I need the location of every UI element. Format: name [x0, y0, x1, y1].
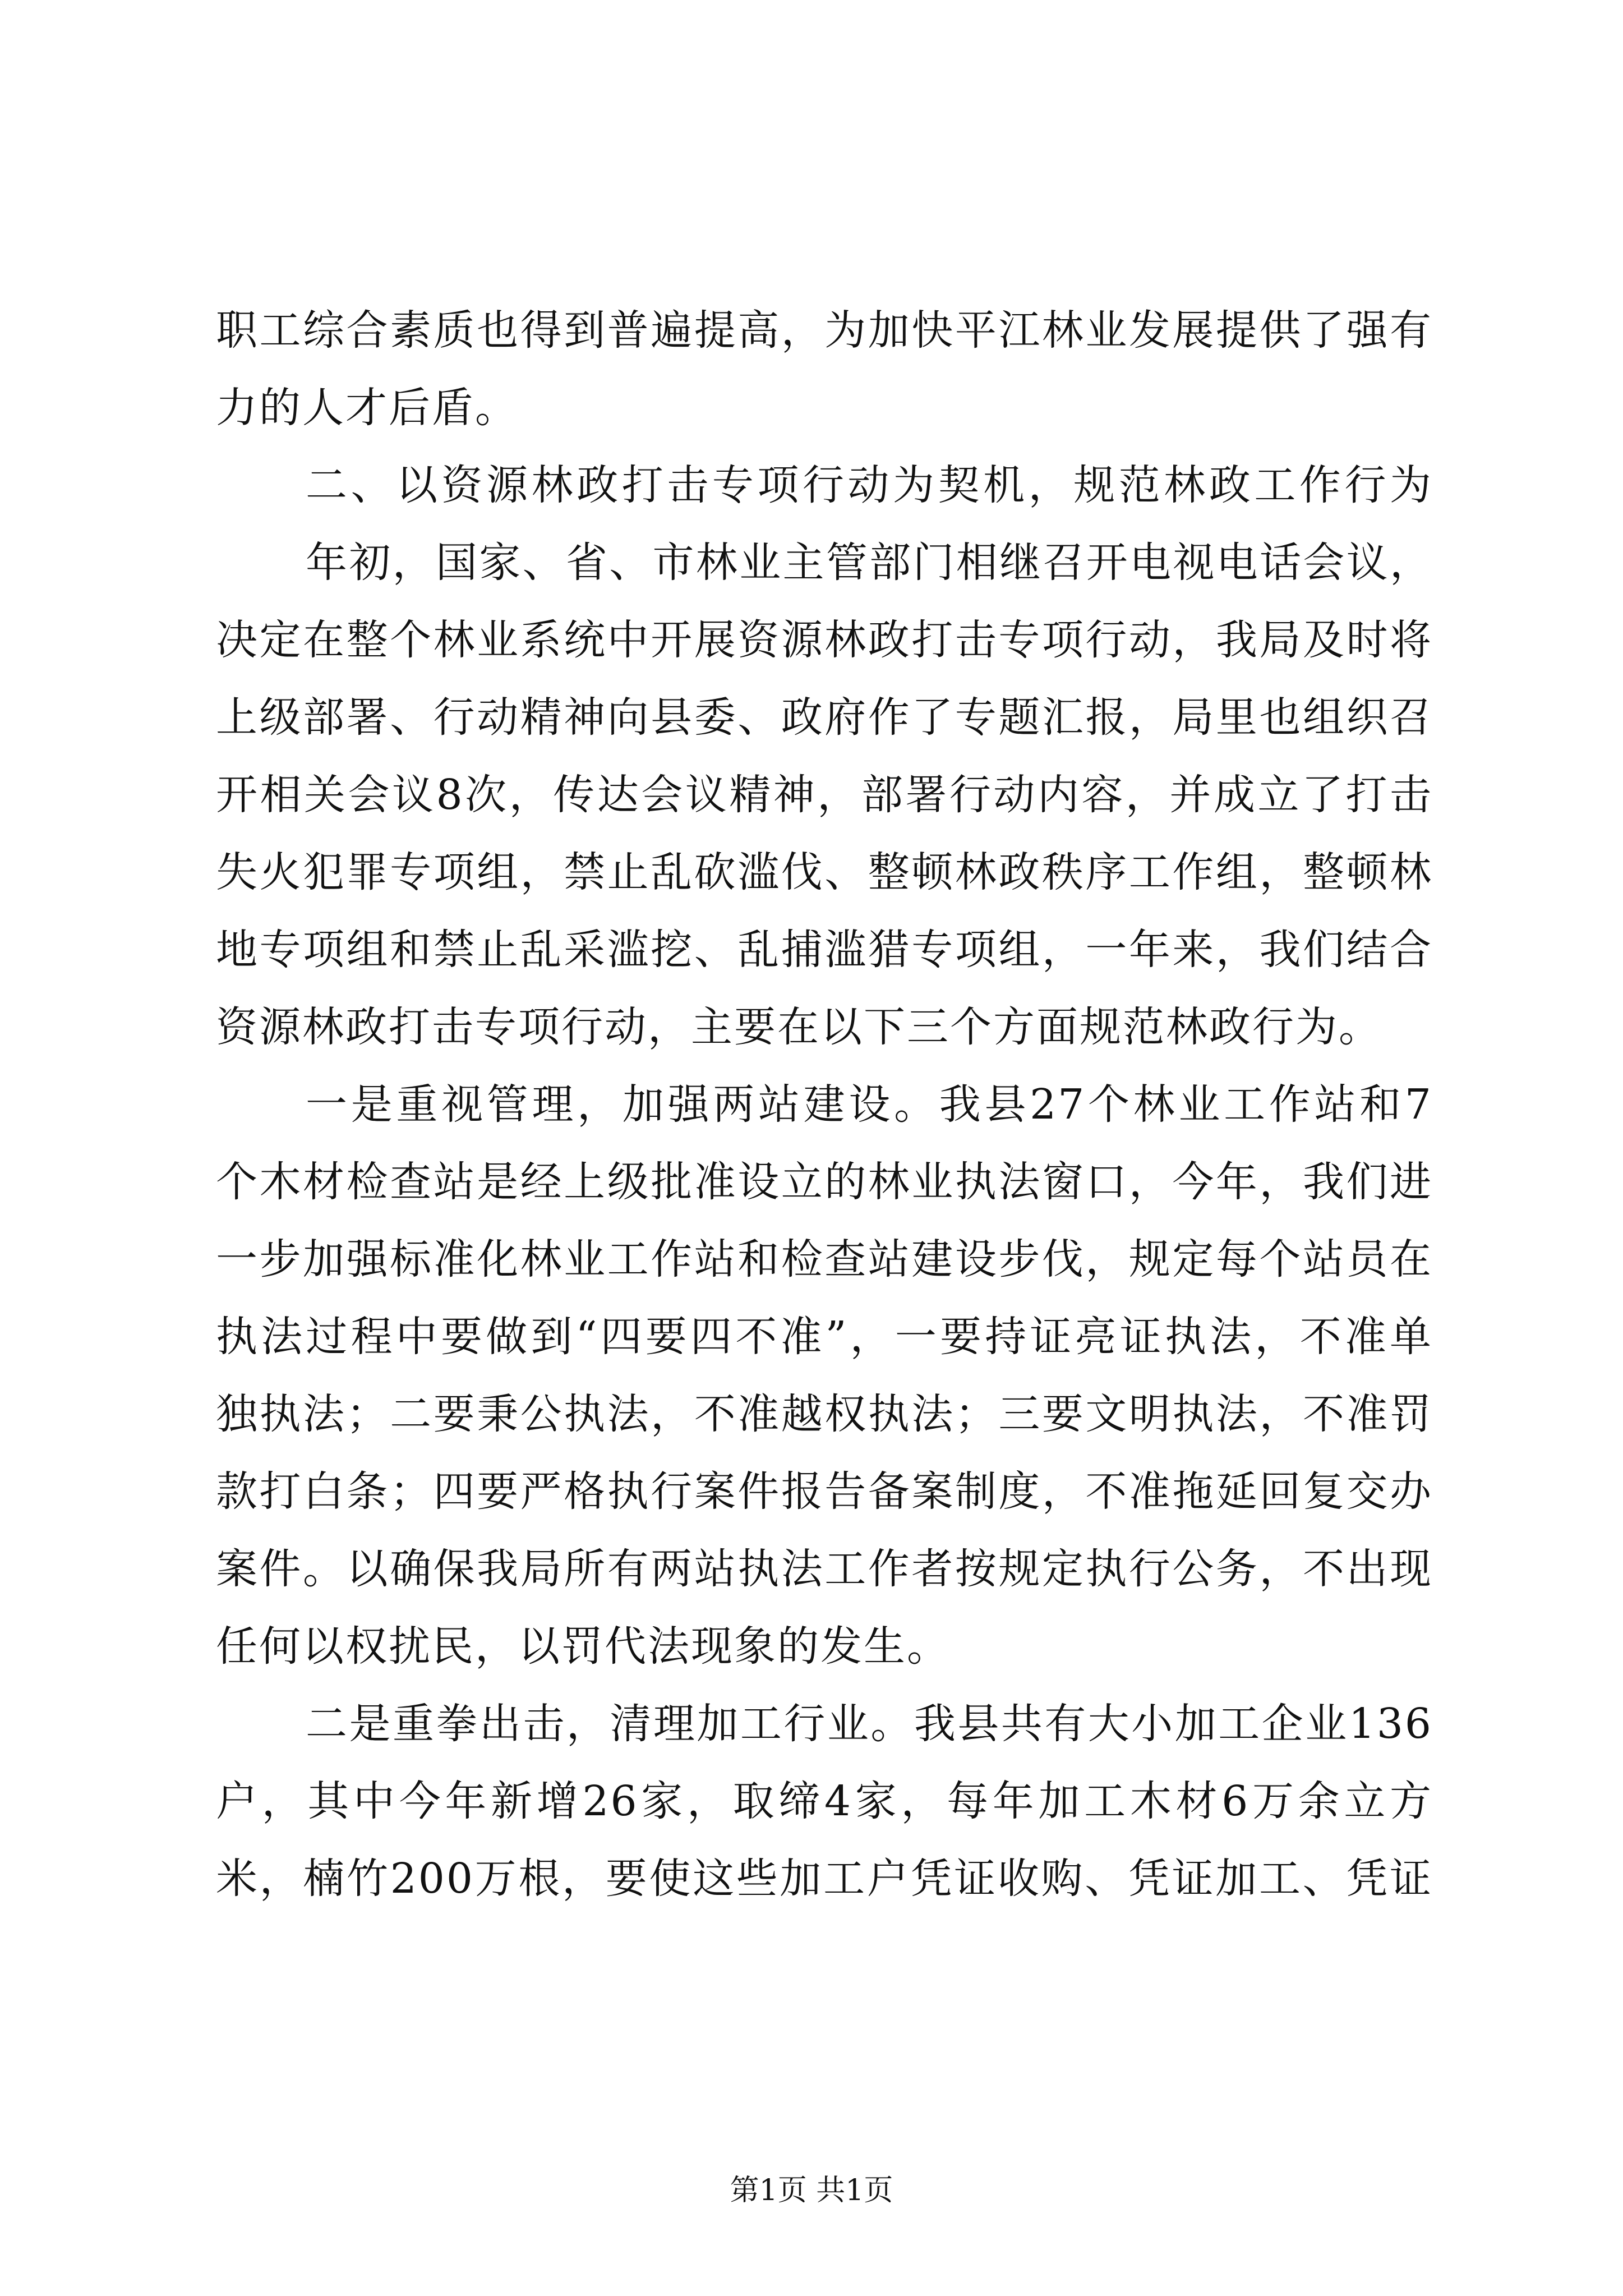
text-line-8: 失火犯罪专项组，禁止乱砍滥伐、整顿林政秩序工作组，整顿林: [216, 848, 1433, 896]
text-line-6: 上级部署、行动精神向县委、政府作了专题汇报，局里也组织召: [216, 693, 1433, 742]
text-line-21: 米，楠竹200万根，要使这些加工户凭证收购、凭证加工、凭证: [216, 1855, 1433, 1903]
text-line-4: 年初，国家、省、市林业主管部门相继召开电视电话会议，: [306, 539, 1433, 587]
text-line-16: 款打白条；四要严格执行案件报告备案制度，不准拖延回复交办: [216, 1467, 1433, 1516]
section-heading: 二、以资源林政打击专项行动为契机，规范林政工作行为: [306, 461, 1433, 509]
text-line-10: 资源林政打击专项行动，主要在以下三个方面规范林政行为。: [216, 1003, 1382, 1051]
text-line-12: 个木材检查站是经上级批准设立的林业执法窗口，今年，我们进: [216, 1158, 1433, 1206]
text-line-9: 地专项组和禁止乱采滥挖、乱捕滥猎专项组，一年来，我们结合: [216, 926, 1433, 974]
text-line-1: 职工综合素质也得到普遍提高，为加快平江林业发展提供了强有: [216, 306, 1433, 355]
text-line-20: 户，其中今年新增26家，取缔4家，每年加工木材6万余立方: [216, 1777, 1433, 1825]
page-number-label: 第1页 共1页: [730, 2174, 893, 2207]
text-line-18: 任何以权扰民，以罚代法现象的发生。: [216, 1622, 950, 1671]
text-line-5: 决定在整个林业系统中开展资源林政打击专项行动，我局及时将: [216, 616, 1433, 664]
text-line-17: 案件。以确保我局所有两站执法工作者按规定执行公务，不出现: [216, 1545, 1433, 1593]
text-line-14: 执法过程中要做到“四要四不准”，一要持证亮证执法，不准单: [216, 1313, 1433, 1361]
document-body: [216, 292, 1433, 1917]
text-line-19: 二是重拳出击，清理加工行业。我县共有大小加工企业136: [306, 1700, 1433, 1748]
text-line-15: 独执法；二要秉公执法，不准越权执法；三要文明执法，不准罚: [216, 1390, 1433, 1438]
text-line-7: 开相关会议8次，传达会议精神，部署行动内容，并成立了打击: [216, 771, 1433, 819]
text-line-13: 一步加强标准化林业工作站和检查站建设步伐，规定每个站员在: [216, 1235, 1433, 1283]
page-footer: [0, 2171, 1623, 2210]
text-line-11: 一是重视管理，加强两站建设。我县27个林业工作站和7: [306, 1080, 1433, 1129]
text-line-2: 力的人才后盾。: [216, 384, 518, 432]
